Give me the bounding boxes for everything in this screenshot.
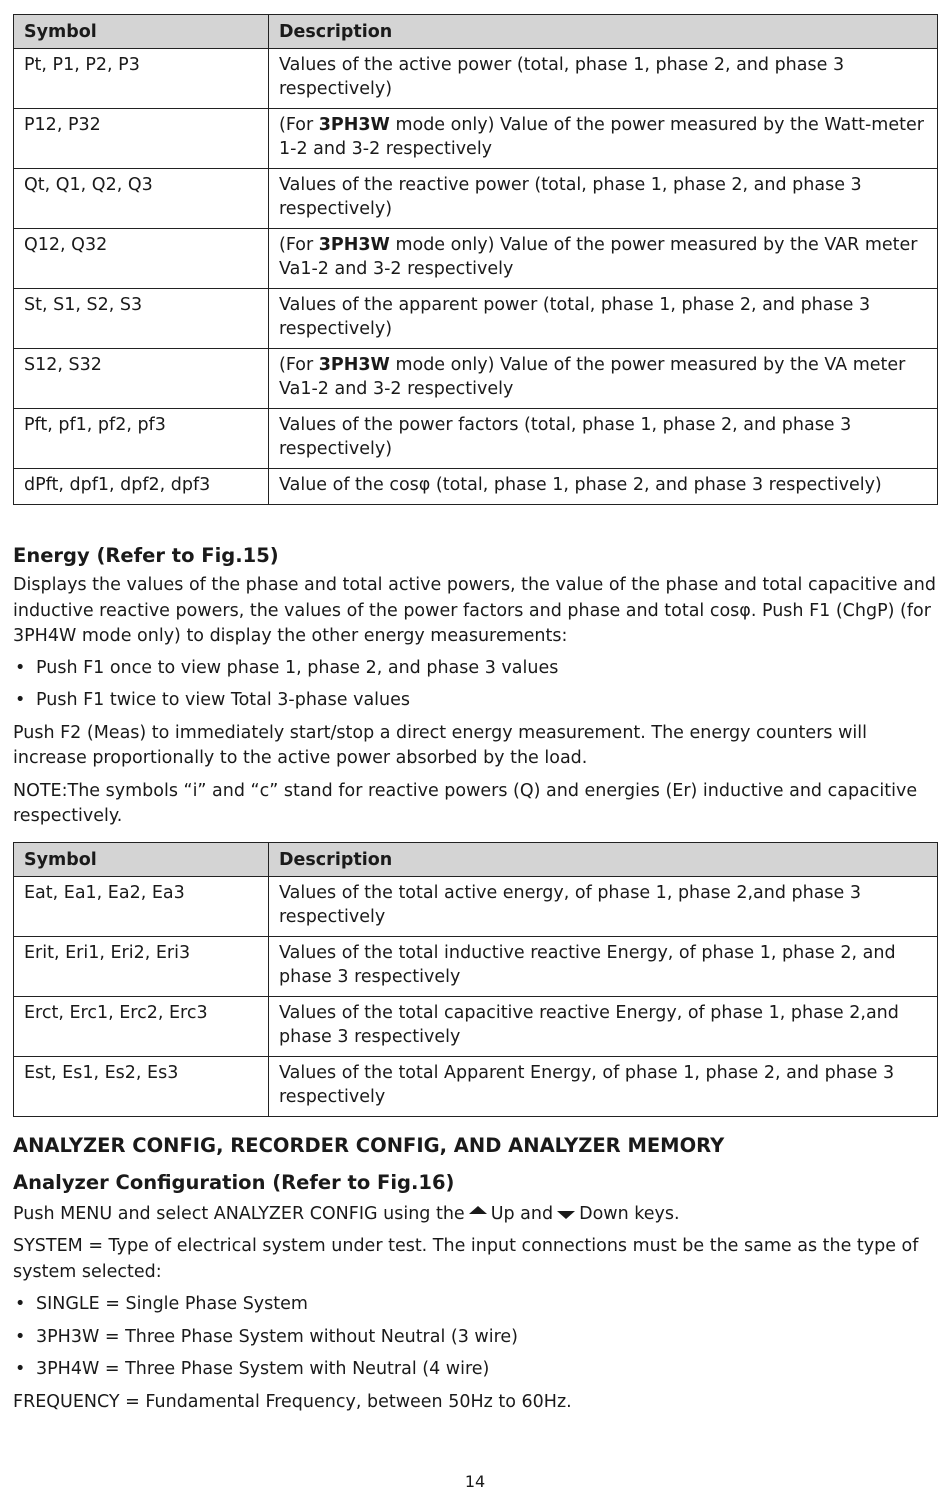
- description-cell: Values of the total active energy, of phase 1, phase 2,and phase 3 respectively: [269, 876, 938, 936]
- list-item: • 3PH4W = Three Phase System with Neutral (4 wire): [13, 1357, 937, 1383]
- list-item: • Push F1 twice to view Total 3-phase values: [13, 688, 937, 714]
- symbol-cell: P12, P32: [14, 109, 269, 169]
- symbol-cell: S12, S32: [14, 349, 269, 409]
- power-symbol-table: [13, 14, 938, 505]
- symbol-cell: Q12, Q32: [14, 229, 269, 289]
- table-row: [14, 349, 938, 409]
- energy-paragraph: Push F2 (Meas) to immediately start/stop a direct energy measurement. The energy counters will increase proportionally to the active power absorbed by the load.: [13, 722, 867, 768]
- description-text: mode only) Value of the power measured by the VAR meter Va1-2 and 3-2 respectively: [279, 235, 918, 279]
- description-column-header: Description: [269, 842, 938, 876]
- mode-name: 3PH3W: [318, 235, 390, 255]
- description-cell: Values of the total Apparent Energy, of phase 1, phase 2, and phase 3 respectively: [269, 1056, 938, 1116]
- table-row: [14, 469, 938, 505]
- table-row: [14, 289, 938, 349]
- table-row: [14, 169, 938, 229]
- description-cell: Values of the power factors (total, phase 1, phase 2, and phase 3 respectively): [269, 409, 938, 469]
- symbol-column-header: Symbol: [14, 15, 269, 49]
- list-item: • SINGLE = Single Phase System: [13, 1292, 937, 1318]
- energy-symbol-table: [13, 842, 938, 1117]
- energy-note: NOTE:The symbols “i” and “c” stand for reactive powers (Q) and energies (Er) inductive and capacitive respectively.: [13, 780, 918, 826]
- table-row: [14, 936, 938, 996]
- description-cell: Values of the total inductive reactive Energy, of phase 1, phase 2, and phase 3 respectively: [269, 936, 938, 996]
- description-cell: [269, 229, 938, 289]
- description-cell: [269, 349, 938, 409]
- energy-heading: Energy (Refer to Fig.15): [13, 544, 279, 567]
- up-arrow-icon: [469, 1206, 487, 1214]
- menu-instruction-middle: Up and: [490, 1203, 554, 1224]
- description-column-header: Description: [269, 15, 938, 49]
- description-cell: Values of the reactive power (total, phase 1, phase 2, and phase 3 respectively): [269, 169, 938, 229]
- symbol-cell: Est, Es1, Es2, Es3: [14, 1056, 269, 1116]
- symbol-cell: Eat, Ea1, Ea2, Ea3: [14, 876, 269, 936]
- description-cell: Values of the active power (total, phase 1, phase 2, and phase 3 respectively): [269, 49, 938, 109]
- menu-instruction-end: Down keys.: [579, 1203, 680, 1224]
- table-row: [14, 109, 938, 169]
- frequency-description: FREQUENCY = Fundamental Frequency, between 50Hz to 60Hz.: [13, 1391, 572, 1412]
- table-header-row: [14, 15, 938, 49]
- symbol-cell: Qt, Q1, Q2, Q3: [14, 169, 269, 229]
- description-text: mode only) Value of the power measured by the VA meter Va1-2 and 3-2 respectively: [279, 355, 906, 399]
- symbol-cell: Erct, Erc1, Erc2, Erc3: [14, 996, 269, 1056]
- symbol-cell: dPft, dpf1, dpf2, dpf3: [14, 469, 269, 505]
- table-row: [14, 876, 938, 936]
- description-cell: [269, 109, 938, 169]
- description-cell: Values of the apparent power (total, phase 1, phase 2, and phase 3 respectively): [269, 289, 938, 349]
- list-item: • Push F1 once to view phase 1, phase 2, and phase 3 values: [13, 656, 937, 682]
- table-row: [14, 409, 938, 469]
- table-header-row: [14, 842, 938, 876]
- section-heading: ANALYZER CONFIG, RECORDER CONFIG, AND ANALYZER MEMORY: [13, 1133, 725, 1157]
- description-cell: Values of the total capacitive reactive Energy, of phase 1, phase 2,and phase 3 respectively: [269, 996, 938, 1056]
- symbol-cell: Pt, P1, P2, P3: [14, 49, 269, 109]
- symbol-column-header: Symbol: [14, 842, 269, 876]
- symbol-cell: St, S1, S2, S3: [14, 289, 269, 349]
- description-cell: Value of the cosφ (total, phase 1, phase 2, and phase 3 respectively): [269, 469, 938, 505]
- mode-name: 3PH3W: [318, 115, 390, 135]
- system-description: SYSTEM = Type of electrical system under test. The input connections must be the same as the type of system selected:: [13, 1236, 919, 1282]
- description-prefix: (For: [279, 235, 319, 255]
- table-row: [14, 229, 938, 289]
- analyzer-configuration-heading: Analyzer Configuration (Refer to Fig.16): [13, 1170, 455, 1194]
- down-arrow-icon: [557, 1211, 575, 1219]
- menu-instruction: [13, 1202, 937, 1228]
- description-text: mode only) Value of the power measured by the Watt-meter 1-2 and 3-2 respectively: [279, 115, 924, 159]
- symbol-cell: Pft, pf1, pf2, pf3: [14, 409, 269, 469]
- description-prefix: (For: [279, 355, 319, 375]
- table-row: [14, 49, 938, 109]
- table-row: [14, 1056, 938, 1116]
- description-prefix: (For: [279, 115, 319, 135]
- list-item: • 3PH3W = Three Phase System without Neutral (3 wire): [13, 1325, 937, 1351]
- symbol-cell: Erit, Eri1, Eri2, Eri3: [14, 936, 269, 996]
- table-row: [14, 996, 938, 1056]
- energy-intro: Displays the values of the phase and total active powers, the value of the phase and total capacitive and inductive reactive powers, the values of the power factors and phase and total cosφ. Push F1 (ChgP) (for 3PH4W mode only) to display the other energy measurements:: [13, 575, 936, 646]
- mode-name: 3PH3W: [318, 355, 390, 375]
- manual-page: [13, 14, 937, 1415]
- page-number: 14: [464, 1472, 486, 1491]
- menu-instruction-start: Push MENU and select ANALYZER CONFIG using the: [13, 1203, 465, 1224]
